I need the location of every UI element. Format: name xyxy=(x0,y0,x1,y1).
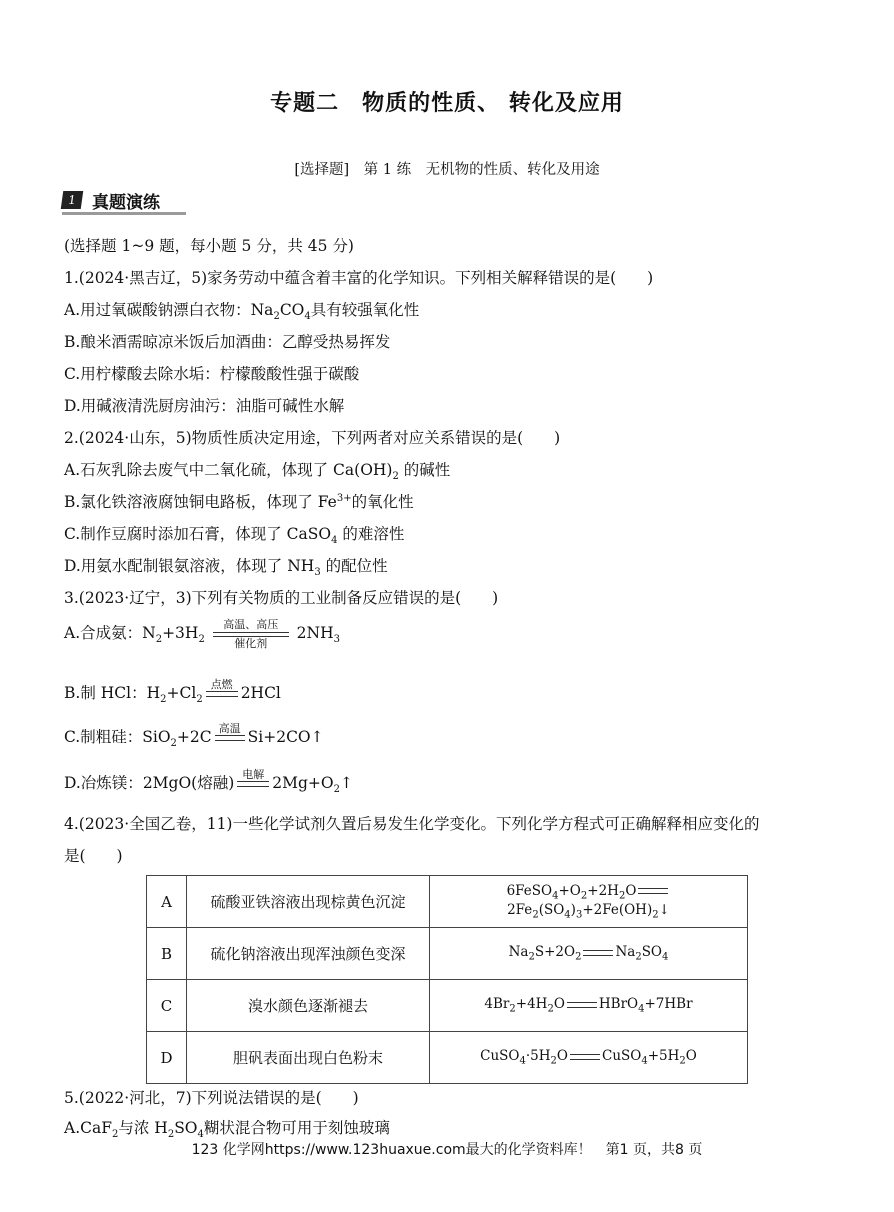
row-label: C xyxy=(147,980,187,1032)
q2-option-b: B.氯化铁溶液腐蚀铜电路板，体现了 $Fe^{3+}$的氧化性 xyxy=(64,492,414,511)
row-equation: $4Br_2+4H_2O$ HBrO$_4$+7HBr xyxy=(430,980,748,1032)
row-equation: $6FeSO_4+O_2+2H_2O2Fe_2(SO_4)_3+2Fe(OH)_2↓$ xyxy=(430,876,748,928)
page-title: 专题二 物质的性质、 转化及应用 xyxy=(270,90,624,116)
q1-stem: 1.(2024·黑吉辽，5)家务劳动中蕴含着丰富的化学知识。下列相关解释错误的是( ) xyxy=(64,269,654,287)
instructions: (选择题 1~9 题，每小题 5 分，共 45 分) xyxy=(64,237,354,255)
row-phenomenon: 胆矾表面出现白色粉末 xyxy=(187,1032,430,1084)
row-label: B xyxy=(147,928,187,980)
reversible-arrow: 高温、高压 催化剂 xyxy=(213,618,289,650)
table-row xyxy=(147,876,748,928)
section-underline xyxy=(62,212,186,215)
table-row xyxy=(147,980,748,1032)
reaction-equals: 点燃 xyxy=(206,678,238,710)
row-label: A xyxy=(147,876,187,928)
reaction-equals: 电解 xyxy=(237,768,269,800)
row-phenomenon: 硫酸亚铁溶液出现棕黄色沉淀 xyxy=(187,876,430,928)
page-subtitle: [选择题] 第 1 练 无机物的性质、转化及用途 xyxy=(294,162,600,178)
q4-stem-line2: 是( ) xyxy=(64,847,123,865)
row-phenomenon: 溴水颜色逐渐褪去 xyxy=(187,980,430,1032)
q4-stem-line1: 4.(2023·全国乙卷，11)一些化学试剂久置后易发生化学变化。下列化学方程式可正确解释相应变化的 xyxy=(64,815,760,833)
row-equation: $Na_2S+2O_2$ $Na_2SO_4$ xyxy=(430,928,748,980)
q2-option-a: A.石灰乳除去废气中二氧化硫，体现了 $Ca(OH)_2$ 的碱性 xyxy=(64,461,451,483)
q3-option-c: C.制粗硅：SiO$_2$+2C 高温 Si+2CO↑ xyxy=(64,722,324,754)
q1-option-d: D.用碱液清洗厨房油污：油脂可碱性水解 xyxy=(64,397,345,415)
q1-option-b: B.酿米酒需晾凉米饭后加酒曲：乙醇受热易挥发 xyxy=(64,333,391,351)
q2-option-c: C.制作豆腐时添加石膏，体现了 CaSO$_4$ 的难溶性 xyxy=(64,525,405,547)
q5-stem: 5.(2022·河北，7)下列说法错误的是( ) xyxy=(64,1089,359,1107)
section-number-badge: 1 xyxy=(61,191,84,209)
q3-option-b: B.制 HCl：$H_2+Cl_2$ 点燃 2HCl xyxy=(64,678,281,710)
table-row xyxy=(147,1032,748,1084)
q4-table xyxy=(146,875,748,1084)
q1-option-c: C.用柠檬酸去除水垢：柠檬酸酸性强于碳酸 xyxy=(64,365,360,383)
q2-option-d: D.用氨水配制银氨溶液，体现了 $NH_3$ 的配位性 xyxy=(64,557,388,579)
q3-option-a: A.合成氨：$N_2+3H_2$ 高温、高压 催化剂 $2NH_3$ xyxy=(64,618,340,650)
row-label: D xyxy=(147,1032,187,1084)
page-footer: 123 化学网https://www.123huaxue.com最大的化学资料库！ 第1 页，共8 页 xyxy=(191,1142,703,1158)
q3-option-d: D.冶炼镁：2MgO(熔融) 电解 $2Mg+O_2↑$ xyxy=(64,768,353,800)
row-phenomenon: 硫化钠溶液出现浑浊颜色变深 xyxy=(187,928,430,980)
q2-stem: 2.(2024·山东，5)物质性质决定用途，下列两者对应关系错误的是( ) xyxy=(64,429,561,447)
section-header xyxy=(62,188,160,212)
q5-option-a: A.CaF$_2$与浓 $H_2SO_4$糊状混合物可用于刻蚀玻璃 xyxy=(64,1119,390,1141)
q1-option-a: A.用过氧碳酸钠漂白衣物：$Na_2CO_4$具有较强氧化性 xyxy=(64,301,420,323)
table-row xyxy=(147,928,748,980)
section-label: 真题演练 xyxy=(92,192,160,213)
row-equation: $CuSO_4\cdot 5H_2O$ $CuSO_4+5H_2O$ xyxy=(430,1032,748,1084)
q3-stem: 3.(2023·辽宁，3)下列有关物质的工业制备反应错误的是( ) xyxy=(64,589,499,607)
reaction-equals: 高温 xyxy=(215,722,245,754)
